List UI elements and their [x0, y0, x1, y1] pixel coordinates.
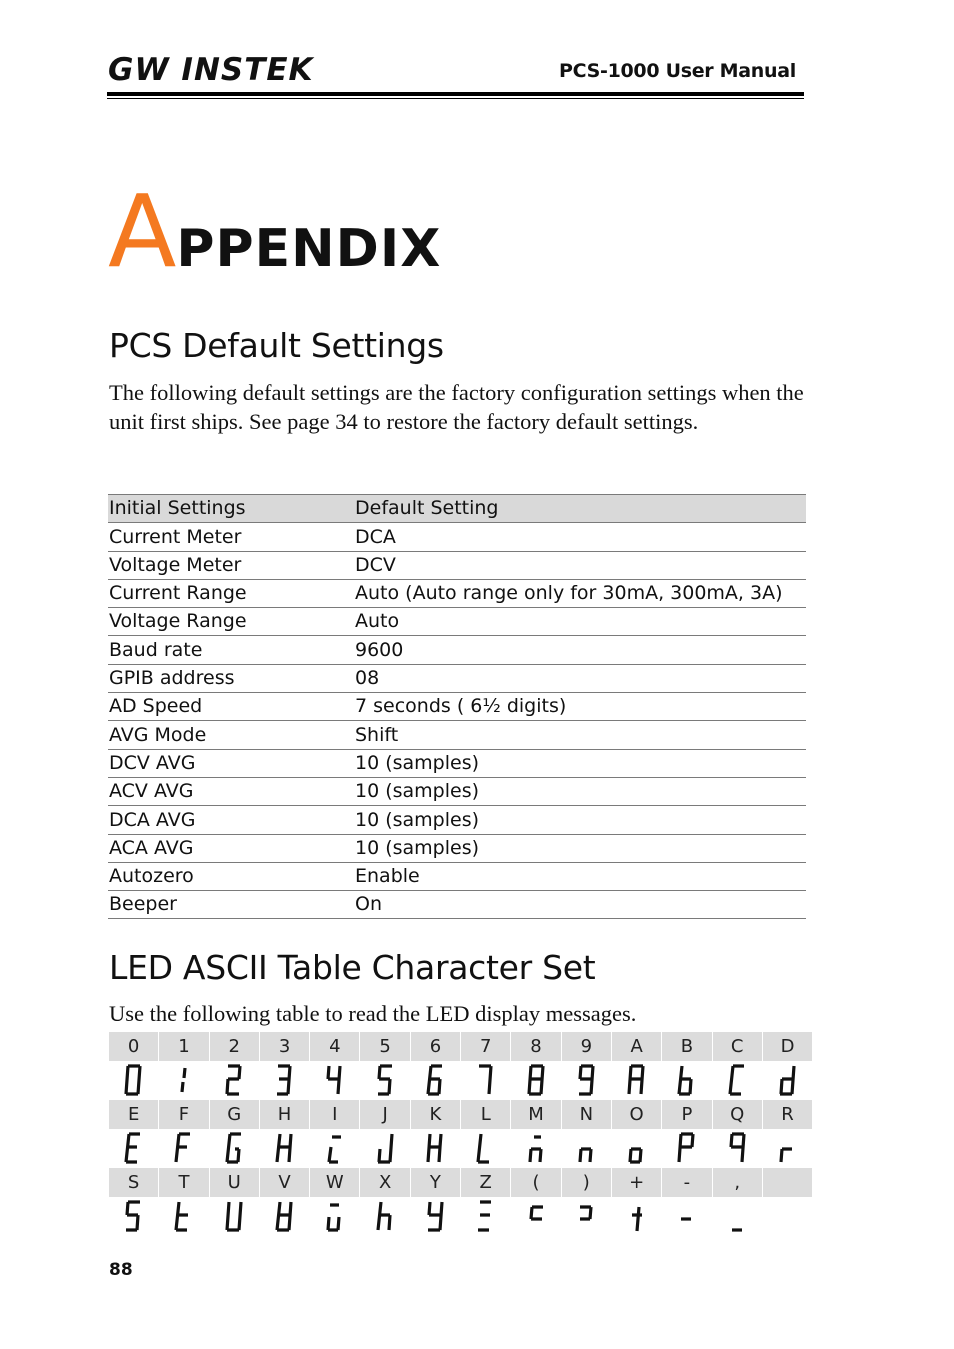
led-char-row [109, 1100, 813, 1129]
led-char-label: T [159, 1168, 209, 1197]
led-glyph-icon [727, 1199, 749, 1235]
led-glyph-cell [159, 1197, 209, 1236]
led-glyph-cell [511, 1129, 561, 1168]
led-glyph-cell [713, 1061, 763, 1100]
led-glyph-icon [676, 1199, 698, 1235]
led-glyph-icon [425, 1131, 447, 1167]
table-header-row [108, 495, 806, 523]
led-glyph-cell [210, 1129, 260, 1168]
led-char-label: 9 [562, 1032, 612, 1061]
led-segments [632, 1207, 642, 1231]
led-segments [277, 1202, 291, 1230]
led-char-label: B [662, 1032, 712, 1061]
led-glyph-icon [425, 1199, 447, 1235]
led-segments [531, 1207, 543, 1219]
led-segments [428, 1202, 442, 1230]
led-glyph-cell [260, 1197, 310, 1236]
led-glyph-icon [123, 1063, 145, 1099]
led-segments [378, 1066, 392, 1094]
led-char-label: L [461, 1100, 511, 1129]
led-char-label: M [511, 1100, 561, 1129]
led-char-label: , [713, 1168, 763, 1197]
table-row [108, 523, 806, 551]
table-row [108, 834, 806, 862]
logo-wordmark: GW INSTEK [108, 52, 314, 88]
led-glyph-icon [123, 1199, 145, 1235]
table-row [108, 777, 806, 805]
led-char-label: D [763, 1032, 813, 1061]
led-char-label: - [662, 1168, 712, 1197]
led-glyph-icon [375, 1131, 397, 1167]
led-char-label: Q [713, 1100, 763, 1129]
led-glyph-cell [612, 1197, 662, 1236]
setting-value: 10 (samples) [354, 777, 806, 805]
led-char-label: 5 [360, 1032, 410, 1061]
led-glyph-icon [123, 1131, 145, 1167]
led-char-label: A [612, 1032, 662, 1061]
chapter-title [108, 173, 442, 290]
led-segments [529, 1066, 543, 1094]
led-segments [126, 1202, 140, 1230]
led-glyph-icon [173, 1063, 195, 1099]
led-char-label: 3 [260, 1032, 310, 1061]
led-segments [679, 1134, 693, 1162]
led-glyph-cell [612, 1129, 662, 1168]
led-segments [780, 1066, 794, 1094]
setting-name: Beeper [108, 891, 354, 919]
led-char-label: S [109, 1168, 159, 1197]
led-segments [731, 1134, 744, 1162]
led-glyph-cell [562, 1129, 612, 1168]
led-glyph-icon [777, 1199, 799, 1235]
led-glyph-icon [576, 1063, 598, 1099]
led-segments [277, 1066, 290, 1094]
led-char-label: K [411, 1100, 461, 1129]
led-glyph-icon [375, 1199, 397, 1235]
led-segments [478, 1202, 491, 1230]
led-segments [328, 1066, 340, 1094]
setting-name: GPIB address [108, 664, 354, 692]
led-glyph-row [109, 1061, 813, 1100]
led-glyph-icon [576, 1131, 598, 1167]
table-row [108, 721, 806, 749]
header-rule [107, 92, 804, 96]
led-glyph-icon [224, 1063, 246, 1099]
led-glyph-cell [109, 1197, 159, 1236]
led-glyph-icon [324, 1131, 346, 1167]
led-char-label: ) [562, 1168, 612, 1197]
page-number: 88 [109, 1260, 133, 1280]
led-glyph-cell [662, 1061, 712, 1100]
setting-name: ACA AVG [108, 834, 354, 862]
led-char-label: 6 [411, 1032, 461, 1061]
led-glyph-cell [360, 1061, 410, 1100]
led-segments [579, 1066, 593, 1094]
led-segments [478, 1134, 489, 1162]
led-glyph-icon [375, 1063, 397, 1099]
section-heading-led-ascii: LED ASCII Table Character Set [109, 948, 596, 987]
led-char-label: + [612, 1168, 662, 1197]
setting-value: 08 [354, 664, 806, 692]
led-segments [227, 1134, 241, 1162]
led-glyph-cell [310, 1129, 360, 1168]
led-segments [630, 1149, 641, 1162]
led-glyph-cell [511, 1197, 561, 1236]
led-glyph-cell [210, 1197, 260, 1236]
led-segments [328, 1205, 339, 1230]
led-segments [730, 1066, 744, 1094]
setting-value: Enable [354, 862, 806, 890]
led-glyph-icon [425, 1063, 447, 1099]
led-segments [479, 1066, 491, 1094]
led-char-label: H [260, 1100, 310, 1129]
setting-value: Auto (Auto range only for 30mA, 300mA, 3A) [354, 579, 806, 607]
led-char-label: W [310, 1168, 360, 1197]
led-glyph-cell [109, 1129, 159, 1168]
led-glyph-cell [461, 1129, 511, 1168]
table-row [108, 862, 806, 890]
table-header-cell: Default Setting [354, 495, 806, 523]
manual-title: PCS-1000 User Manual [558, 60, 796, 82]
led-glyph-icon [324, 1063, 346, 1099]
led-glyph-cell [461, 1061, 511, 1100]
led-glyph-icon [676, 1063, 698, 1099]
led-char-label: ( [511, 1168, 561, 1197]
led-glyph-icon [224, 1131, 246, 1167]
section-intro-default-settings: The following default settings are the factory configuration settings when the unit first ships. See page 34 to restore the factory default settings. [109, 380, 804, 434]
led-char-label: P [662, 1100, 712, 1129]
setting-value: 10 (samples) [354, 834, 806, 862]
led-glyph-icon [274, 1131, 296, 1167]
table-row [108, 664, 806, 692]
led-segments [126, 1134, 140, 1162]
led-glyph-icon [173, 1131, 195, 1167]
led-glyph-icon [274, 1199, 296, 1235]
setting-name: Current Meter [108, 523, 354, 551]
led-glyph-icon [526, 1063, 548, 1099]
chapter-title-rest: PPENDIX [176, 219, 442, 279]
led-segments [329, 1137, 341, 1162]
led-char-label: O [612, 1100, 662, 1129]
table-header-cell: Initial Settings [108, 495, 354, 523]
setting-name: ACV AVG [108, 777, 354, 805]
led-glyph-cell [109, 1061, 159, 1100]
setting-value: 9600 [354, 636, 806, 664]
led-char-row [109, 1168, 813, 1197]
led-segments [176, 1202, 188, 1230]
led-glyph-cell [612, 1061, 662, 1100]
led-char-label: E [109, 1100, 159, 1129]
table-row [108, 891, 806, 919]
led-glyph-cell [763, 1197, 813, 1236]
led-glyph-icon [576, 1199, 598, 1235]
led-glyph-cell [511, 1061, 561, 1100]
led-glyph-cell [713, 1197, 763, 1236]
led-segments [679, 1066, 691, 1094]
led-glyph-cell [159, 1061, 209, 1100]
setting-value: 10 (samples) [354, 749, 806, 777]
led-glyph-icon [626, 1131, 648, 1167]
led-glyph-cell [713, 1129, 763, 1168]
led-glyph-icon [727, 1131, 749, 1167]
led-glyph-cell [310, 1197, 360, 1236]
led-glyph-icon [274, 1063, 296, 1099]
led-char-label: C [713, 1032, 763, 1061]
led-segments [126, 1066, 140, 1094]
setting-value: DCV [354, 551, 806, 579]
led-segments [182, 1068, 185, 1092]
led-glyph-cell [763, 1129, 813, 1168]
led-segments [378, 1134, 392, 1162]
led-segments [378, 1202, 390, 1230]
led-char-label: 8 [511, 1032, 561, 1061]
table-row [108, 551, 806, 579]
led-glyph-icon [324, 1199, 346, 1235]
led-char-label [763, 1168, 813, 1197]
led-char-label: J [360, 1100, 410, 1129]
led-glyph-cell [411, 1061, 461, 1100]
led-glyph-cell [562, 1061, 612, 1100]
led-segments [580, 1149, 591, 1162]
led-glyph-cell [763, 1061, 813, 1100]
led-char-label: I [310, 1100, 360, 1129]
table-row [108, 579, 806, 607]
led-glyph-icon [727, 1063, 749, 1099]
setting-name: Current Range [108, 579, 354, 607]
led-char-label: 4 [310, 1032, 360, 1061]
table-row [108, 749, 806, 777]
led-segments [428, 1066, 442, 1094]
led-char-label: U [210, 1168, 260, 1197]
led-glyph-cell [310, 1061, 360, 1100]
led-glyph-cell [360, 1129, 410, 1168]
led-glyph-icon [475, 1199, 497, 1235]
setting-name: DCV AVG [108, 749, 354, 777]
led-segments [227, 1202, 241, 1230]
led-glyph-cell [662, 1197, 712, 1236]
led-char-label: 2 [210, 1032, 260, 1061]
led-char-label: G [210, 1100, 260, 1129]
led-char-label: 1 [159, 1032, 209, 1061]
section-heading-default-settings: PCS Default Settings [109, 326, 444, 365]
led-glyph-icon [526, 1199, 548, 1235]
setting-name: Autozero [108, 862, 354, 890]
header-rule-thin [107, 98, 804, 99]
setting-value: Shift [354, 721, 806, 749]
setting-name: Baud rate [108, 636, 354, 664]
led-segments [781, 1149, 792, 1162]
led-glyph-cell [210, 1061, 260, 1100]
led-segments [530, 1137, 541, 1162]
default-settings-table [108, 494, 806, 919]
led-segments [629, 1066, 643, 1094]
led-glyph-icon [676, 1131, 698, 1167]
led-glyph-row [109, 1197, 813, 1236]
led-glyph-cell [159, 1129, 209, 1168]
led-glyph-cell [562, 1197, 612, 1236]
led-char-label: 7 [461, 1032, 511, 1061]
setting-value: 10 (samples) [354, 806, 806, 834]
led-glyph-icon [173, 1199, 195, 1235]
led-char-label: 0 [109, 1032, 159, 1061]
led-segments [277, 1134, 291, 1162]
led-glyph-cell [411, 1129, 461, 1168]
led-char-label: N [562, 1100, 612, 1129]
setting-name: AVG Mode [108, 721, 354, 749]
setting-value: Auto [354, 608, 806, 636]
section-intro-led-ascii: Use the following table to read the LED display messages. [109, 1001, 637, 1026]
led-glyph-icon [475, 1063, 497, 1099]
led-glyph-icon [475, 1131, 497, 1167]
led-glyph-cell [411, 1197, 461, 1236]
led-segments [428, 1134, 441, 1162]
setting-name: Voltage Meter [108, 551, 354, 579]
led-char-label: Y [411, 1168, 461, 1197]
table-row [108, 693, 806, 721]
led-char-label: F [159, 1100, 209, 1129]
led-ascii-table [109, 1032, 813, 1236]
led-glyph-cell [260, 1129, 310, 1168]
led-glyph-cell [461, 1197, 511, 1236]
led-segments [580, 1207, 591, 1219]
led-glyph-icon [777, 1131, 799, 1167]
led-glyph-icon [224, 1199, 246, 1235]
led-segments [227, 1066, 240, 1094]
led-segments [176, 1134, 190, 1162]
setting-name: DCA AVG [108, 806, 354, 834]
table-row [108, 636, 806, 664]
gw-instek-logo [108, 50, 314, 88]
led-glyph-icon [626, 1063, 648, 1099]
setting-name: AD Speed [108, 693, 354, 721]
setting-value: On [354, 891, 806, 919]
led-glyph-row [109, 1129, 813, 1168]
led-char-label: Z [461, 1168, 511, 1197]
led-char-label: X [360, 1168, 410, 1197]
led-glyph-cell [360, 1197, 410, 1236]
led-char-label: V [260, 1168, 310, 1197]
led-glyph-cell [260, 1061, 310, 1100]
led-char-label: R [763, 1100, 813, 1129]
led-glyph-cell [662, 1129, 712, 1168]
led-char-row [109, 1032, 813, 1061]
led-glyph-icon [626, 1199, 648, 1235]
table-row [108, 608, 806, 636]
chapter-initial: A [108, 173, 177, 290]
setting-value: DCA [354, 523, 806, 551]
setting-value: 7 seconds ( 6½ digits) [354, 693, 806, 721]
led-glyph-icon [777, 1063, 799, 1099]
table-row [108, 806, 806, 834]
led-glyph-icon [526, 1131, 548, 1167]
setting-name: Voltage Range [108, 608, 354, 636]
